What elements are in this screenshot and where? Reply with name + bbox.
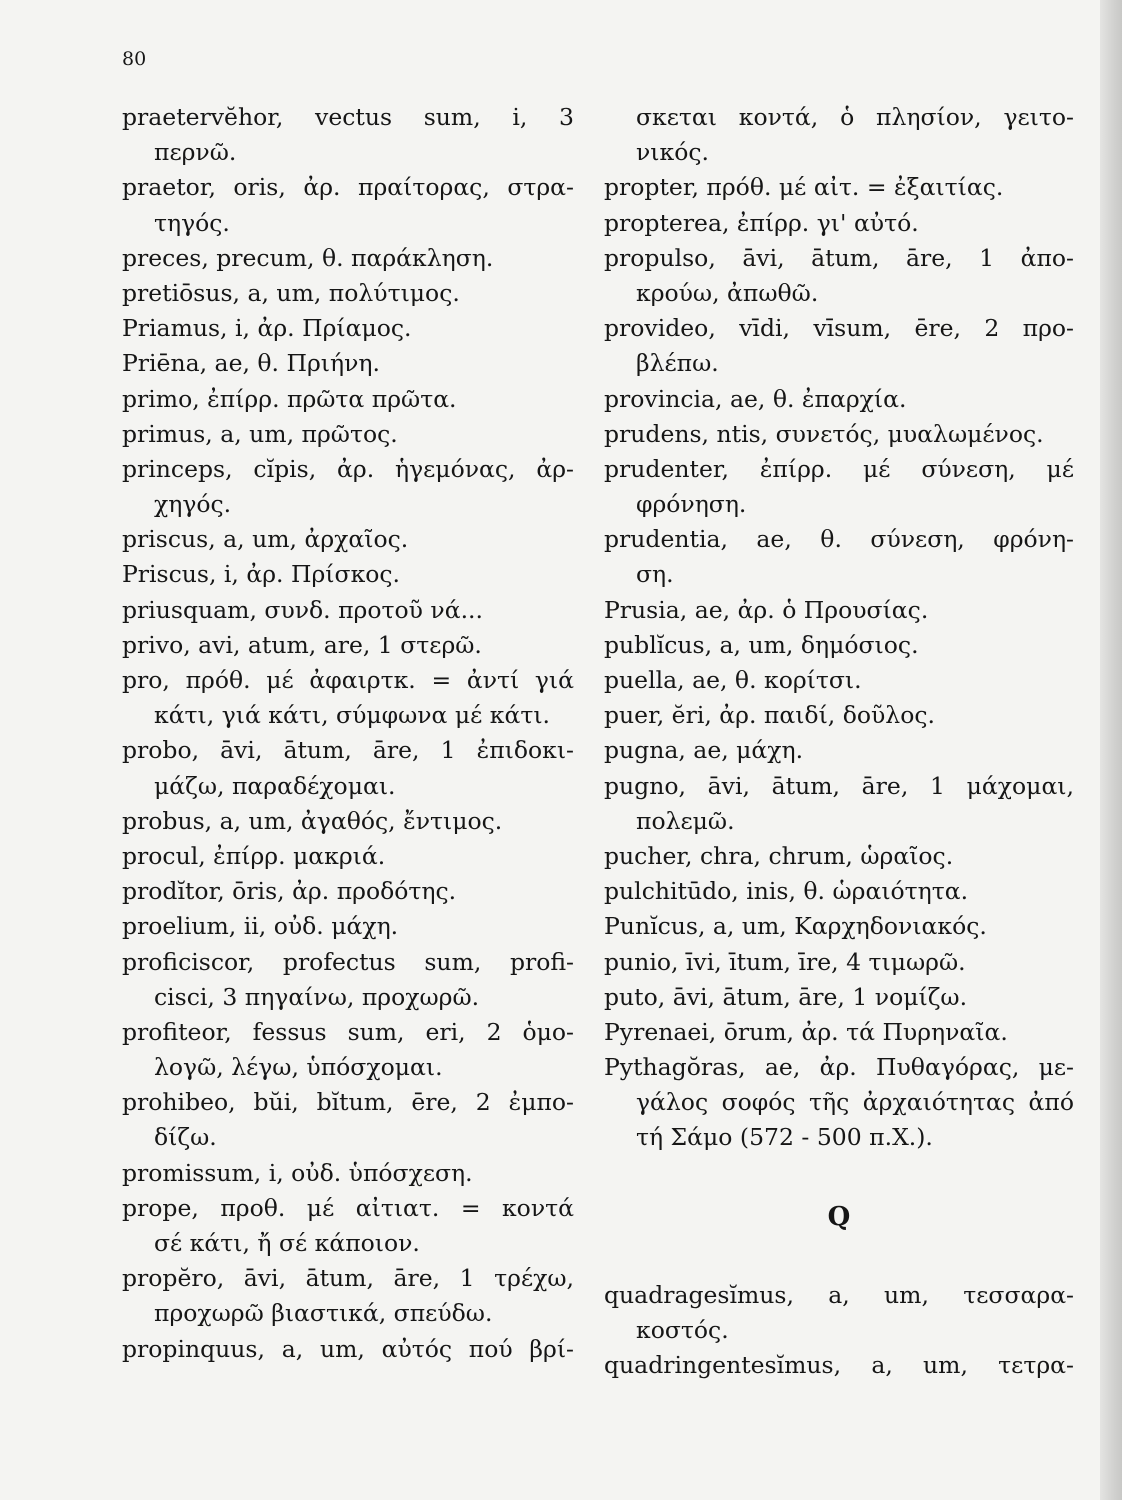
dictionary-line: κρούω, ἀπωθῶ. <box>636 278 819 307</box>
dictionary-line: priscus, a, um, ἀρχαῖος. <box>122 525 409 554</box>
dictionary-line: pugna, ae, μάχη. <box>604 736 804 765</box>
dictionary-line: priusquam, συνδ. προτοῦ νά... <box>122 595 483 624</box>
dictionary-line: πολεμῶ. <box>636 806 735 835</box>
dictionary-line: λογῶ, λέγω, ὑπόσχομαι. <box>154 1053 443 1082</box>
section-heading: Q <box>827 1201 851 1232</box>
dictionary-line: prohibeo, bŭi, bĭtum, ēre, 2 ἐμπο- <box>122 1088 574 1117</box>
dictionary-line: proficiscor, profectus sum, profi- <box>122 947 574 976</box>
dictionary-line: privo, avi, atum, are, 1 στερῶ. <box>122 630 482 659</box>
dictionary-line: Prusia, ae, ἀρ. ὁ Προυσίας. <box>604 595 929 624</box>
dictionary-line: βλέπω. <box>636 349 719 378</box>
dictionary-line: cisci, 3 πηγαίνω, προχωρῶ. <box>154 982 480 1011</box>
dictionary-line: χηγός. <box>154 490 232 519</box>
dictionary-line: quadragesĭmus, a, um, τεσσαρα- <box>604 1281 1074 1309</box>
dictionary-line: provincia, ae, θ. ἐπαρχία. <box>604 384 907 413</box>
dictionary-line: probo, āvi, ātum, āre, 1 ἐπιδοκι- <box>122 736 574 765</box>
dictionary-line: κοστός. <box>636 1316 729 1345</box>
dictionary-line: pro, πρόθ. μέ ἀφαιρτκ. = ἀντί γιά <box>122 666 574 694</box>
dictionary-line: pucher, chra, chrum, ὡραῖος. <box>604 841 954 870</box>
dictionary-line: δίζω. <box>154 1123 217 1152</box>
dictionary-line: σέ κάτι, ἤ σέ κάποιον. <box>154 1229 420 1257</box>
page-edge-shadow <box>1100 0 1122 1500</box>
dictionary-line: provideo, vīdi, vīsum, ēre, 2 προ- <box>604 314 1074 343</box>
dictionary-line: prope, προθ. μέ αἰτιατ. = κοντά <box>122 1193 574 1222</box>
dictionary-line: proelium, ii, οὐδ. μάχη. <box>122 912 399 941</box>
dictionary-line: praetor, oris, ἀρ. πραίτορας, στρα- <box>122 173 574 202</box>
dictionary-line: pretiōsus, a, um, πολύτιμος. <box>122 278 460 307</box>
dictionary-line: propterea, ἐπίρρ. γι' αὐτό. <box>604 208 919 237</box>
dictionary-line: μάζω, παραδέχομαι. <box>154 771 396 800</box>
left-column <box>122 100 574 1367</box>
dictionary-line: propulso, āvi, ātum, āre, 1 ἀπο- <box>604 243 1074 272</box>
dictionary-line: Priēna, ae, θ. Πριήνη. <box>122 349 380 378</box>
dictionary-line: primus, a, um, πρῶτος. <box>122 419 398 448</box>
dictionary-line: κάτι, γιά κάτι, σύμφωνα μέ κάτι. <box>154 701 551 730</box>
dictionary-line: praetervĕhor, vectus sum, i, 3 <box>122 103 574 131</box>
dictionary-line: τή Σάμο (572 - 500 π.Χ.). <box>636 1123 933 1152</box>
right-column-entries <box>604 100 1074 1156</box>
dictionary-line: prudenter, ἐπίρρ. μέ σύνεση, μέ <box>604 454 1074 483</box>
dictionary-line: primo, ἐπίρρ. πρῶτα πρῶτα. <box>122 384 457 413</box>
dictionary-line: propĕro, āvi, ātum, āre, 1 τρέχω, <box>122 1264 574 1293</box>
dictionary-line: publĭcus, a, um, δημόσιος. <box>604 630 919 659</box>
dictionary-line: puer, ĕri, ἀρ. παιδί, δοῦλος. <box>604 701 935 730</box>
dictionary-line: σκεται κοντά, ὁ πλησίον, γειτο- <box>636 103 1074 131</box>
dictionary-line: περνῶ. <box>154 138 237 167</box>
dictionary-line: punio, īvi, ītum, īre, 4 τιμωρῶ. <box>604 947 966 976</box>
dictionary-line: procul, ἐπίρρ. μακριά. <box>122 841 386 870</box>
dictionary-line: prudentia, ae, θ. σύνεση, φρόνη- <box>604 525 1074 554</box>
dictionary-line: γάλος σοφός τῆς ἀρχαιότητας ἀπό <box>636 1088 1074 1117</box>
dictionary-line: Pyrenaei, ōrum, ἀρ. τά Πυρηναῖα. <box>604 1017 1008 1046</box>
dictionary-line: prodĭtor, ōris, ἀρ. προδότης. <box>122 877 457 906</box>
dictionary-line: propter, πρόθ. μέ αἰτ. = ἐξαιτίας. <box>604 173 1004 202</box>
dictionary-line: Pythagŏras, ae, ἀρ. Πυθαγόρας, με- <box>604 1053 1074 1082</box>
dictionary-line: prudens, ntis, συνετός, μυαλωμένος. <box>604 419 1044 448</box>
dictionary-line: princeps, cĭpis, ἀρ. ἡγεμόνας, ἀρ- <box>122 454 574 483</box>
spacer <box>604 1243 1074 1278</box>
dictionary-line: ση. <box>636 560 674 589</box>
dictionary-line: puella, ae, θ. κορίτσι. <box>604 666 862 694</box>
dictionary-line: quadringentesĭmus, a, um, τετρα- <box>604 1351 1074 1380</box>
dictionary-line: Priscus, i, ἀρ. Πρίσκος. <box>122 560 401 589</box>
dictionary-line: νικός. <box>636 138 709 167</box>
dictionary-line: pulchitūdo, inis, θ. ὡραιότητα. <box>604 877 969 906</box>
dictionary-line: Punĭcus, a, um, Καρχηδονιακός. <box>604 912 987 941</box>
dictionary-line: προχωρῶ βιαστικά, σπεύδω. <box>154 1299 493 1328</box>
dictionary-line: puto, āvi, ātum, āre, 1 νομίζω. <box>604 982 968 1011</box>
dictionary-line: promissum, i, οὐδ. ὑπόσχεση. <box>122 1158 473 1187</box>
dictionary-line: Priamus, i, ἀρ. Πρίαμος. <box>122 314 412 343</box>
dictionary-line: propinquus, a, um, αὐτός πού βρί- <box>122 1334 574 1363</box>
spacer <box>604 1156 1074 1191</box>
dictionary-line: probus, a, um, ἀγαθός, ἔντιμος. <box>122 806 503 835</box>
right-column-entries-q <box>604 1278 1074 1384</box>
page-number: 80 <box>122 48 147 70</box>
dictionary-line: τηγός. <box>154 208 230 237</box>
dictionary-line: φρόνηση. <box>636 490 747 519</box>
right-column <box>604 100 1074 1384</box>
dictionary-line: preces, precum, θ. παράκληση. <box>122 243 494 272</box>
dictionary-line: profiteor, fessus sum, eri, 2 ὁμο- <box>122 1017 574 1046</box>
dictionary-line: pugno, āvi, ātum, āre, 1 μάχομαι, <box>604 771 1074 800</box>
